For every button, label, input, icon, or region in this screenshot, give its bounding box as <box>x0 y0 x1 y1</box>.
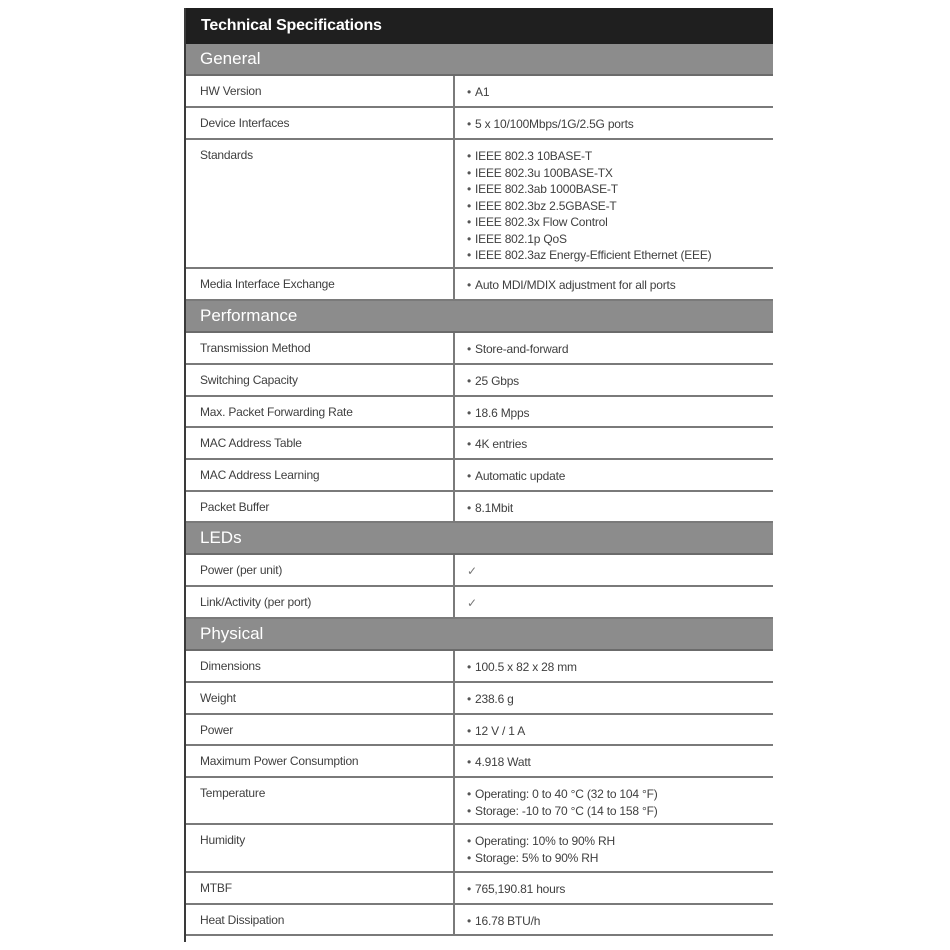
spec-value <box>455 269 773 299</box>
spec-value-item: • A1 <box>467 84 773 101</box>
spec-label: Heat Dissipation <box>186 905 455 934</box>
spec-value-item: • IEEE 802.3 10BASE-T <box>467 148 773 165</box>
spec-row-weight <box>186 683 773 715</box>
spec-label: Temperature <box>186 778 455 823</box>
spec-value <box>455 333 773 363</box>
spec-label: Power (per unit) <box>186 555 455 585</box>
spec-label: MTBF <box>186 873 455 903</box>
spec-row-heat-dissipation <box>186 905 773 936</box>
spec-value <box>455 365 773 395</box>
section-header-general: General <box>186 44 773 76</box>
spec-label: Media Interface Exchange <box>186 269 455 299</box>
spec-row-transmission-method <box>186 333 773 365</box>
spec-value-item: • 18.6 Mpps <box>467 405 773 422</box>
spec-sheet <box>184 8 773 942</box>
spec-value-item: • 4K entries <box>467 436 773 453</box>
spec-value-item: • Storage: 5% to 90% RH <box>467 850 773 867</box>
spec-row-packet-buffer <box>186 492 773 523</box>
spec-label: Maximum Power Consumption <box>186 746 455 776</box>
spec-value <box>455 76 773 106</box>
spec-value-item: • IEEE 802.3x Flow Control <box>467 214 773 231</box>
spec-value-item: • Auto MDI/MDIX adjustment for all ports <box>467 277 773 294</box>
spec-value <box>455 587 773 617</box>
spec-value <box>455 825 773 871</box>
spec-value-item: • 8.1Mbit <box>467 500 773 517</box>
spec-label: Switching Capacity <box>186 365 455 395</box>
spec-value <box>455 555 773 585</box>
spec-value-item: • 16.78 BTU/h <box>467 913 773 930</box>
spec-value-item: • Storage: -10 to 70 °C (14 to 158 °F) <box>467 803 773 820</box>
spec-value <box>455 778 773 823</box>
spec-row-power <box>186 715 773 746</box>
spec-value-item: • 5 x 10/100Mbps/1G/2.5G ports <box>467 116 773 133</box>
spec-value <box>455 460 773 490</box>
spec-value-item: • Store-and-forward <box>467 341 773 358</box>
spec-value-item: • IEEE 802.3ab 1000BASE-T <box>467 181 773 198</box>
spec-value-item: • 765,190.81 hours <box>467 881 773 898</box>
spec-value-item: • 4.918 Watt <box>467 754 773 771</box>
spec-label: Link/Activity (per port) <box>186 587 455 617</box>
spec-value <box>455 746 773 776</box>
spec-value <box>455 715 773 744</box>
spec-row-media-interface-exchange <box>186 269 773 301</box>
spec-label: Power <box>186 715 455 744</box>
spec-value-item: • 12 V / 1 A <box>467 723 773 740</box>
spec-value-item: • IEEE 802.3u 100BASE-TX <box>467 165 773 182</box>
spec-value-item: • IEEE 802.3az Energy-Efficient Ethernet (EEE) <box>467 247 773 264</box>
spec-row-mac-address-table <box>186 428 773 460</box>
spec-value <box>455 140 773 267</box>
spec-title: Technical Specifications <box>186 8 773 44</box>
spec-row-mac-address-learning <box>186 460 773 492</box>
spec-row-humidity <box>186 825 773 873</box>
spec-value <box>455 683 773 713</box>
spec-label: Standards <box>186 140 455 267</box>
spec-label: Humidity <box>186 825 455 871</box>
spec-value <box>455 905 773 934</box>
check-icon: ✓ <box>467 564 477 578</box>
spec-label: MAC Address Learning <box>186 460 455 490</box>
spec-row-maximum-power-consumption <box>186 746 773 778</box>
spec-row-link-activity-per-port <box>186 587 773 619</box>
spec-value <box>455 428 773 458</box>
spec-value-item: • Operating: 0 to 40 °C (32 to 104 °F) <box>467 786 773 803</box>
spec-value-item: • 25 Gbps <box>467 373 773 390</box>
spec-value-item: • Operating: 10% to 90% RH <box>467 833 773 850</box>
spec-row-dimensions <box>186 651 773 683</box>
spec-value-item: • 100.5 x 82 x 28 mm <box>467 659 773 676</box>
spec-value <box>455 397 773 426</box>
spec-label: Max. Packet Forwarding Rate <box>186 397 455 426</box>
spec-row-power-per-unit <box>186 555 773 587</box>
spec-label: MAC Address Table <box>186 428 455 458</box>
spec-label: Dimensions <box>186 651 455 681</box>
spec-row-device-interfaces <box>186 108 773 140</box>
spec-row-max-packet-forwarding-rate <box>186 397 773 428</box>
spec-value-item: • IEEE 802.1p QoS <box>467 231 773 248</box>
spec-value <box>455 651 773 681</box>
spec-row-switching-capacity <box>186 365 773 397</box>
section-header-performance: Performance <box>186 301 773 333</box>
spec-value <box>455 108 773 138</box>
spec-value-item: • 238.6 g <box>467 691 773 708</box>
spec-row-standards <box>186 140 773 269</box>
spec-value <box>455 492 773 521</box>
check-icon: ✓ <box>467 596 477 610</box>
section-header-physical: Physical <box>186 619 773 651</box>
spec-label: Packet Buffer <box>186 492 455 521</box>
spec-value-item: • IEEE 802.3bz 2.5GBASE-T <box>467 198 773 215</box>
spec-value-item: • Automatic update <box>467 468 773 485</box>
spec-label: Device Interfaces <box>186 108 455 138</box>
spec-row-temperature <box>186 778 773 825</box>
spec-row-hw-version <box>186 76 773 108</box>
spec-row-mtbf <box>186 873 773 905</box>
spec-label: Weight <box>186 683 455 713</box>
section-header-leds: LEDs <box>186 523 773 555</box>
spec-label: HW Version <box>186 76 455 106</box>
spec-value <box>455 873 773 903</box>
spec-label: Transmission Method <box>186 333 455 363</box>
